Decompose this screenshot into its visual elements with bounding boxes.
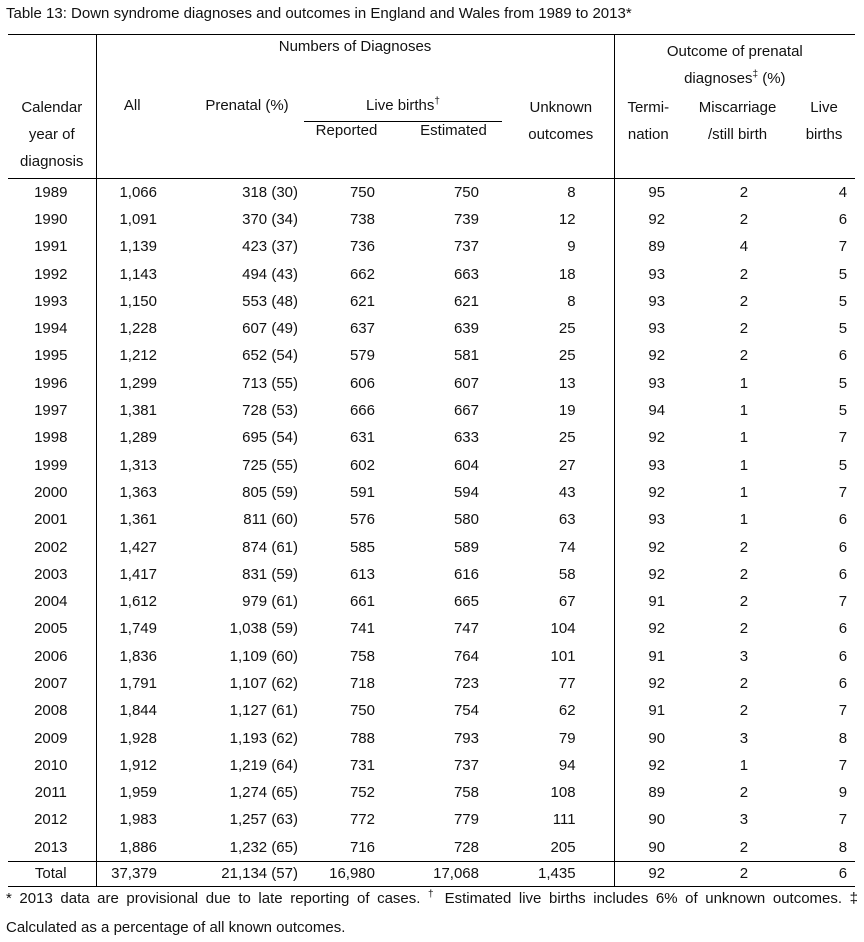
cell-termination: 92 xyxy=(614,861,682,886)
cell-live-estimated: 793 xyxy=(453,729,479,747)
cell-unknown: 13 xyxy=(558,374,576,392)
outcome-header-pct: (%) xyxy=(758,70,786,87)
cell-prenatal: 979 (61) xyxy=(242,593,298,611)
termination-header-line2: nation xyxy=(627,126,669,143)
cell-miscarriage: 2 xyxy=(739,320,749,338)
cell-live-estimated: 728 xyxy=(453,838,479,856)
cell-all: 1,363 xyxy=(96,479,180,506)
cell-year: 1989 xyxy=(8,178,96,206)
cell-live-reported: 666 xyxy=(349,402,375,420)
cell-live-estimated: 723 xyxy=(453,674,479,692)
cell-year: 1991 xyxy=(34,238,68,256)
reported-header: Reported xyxy=(315,122,378,139)
cell-termination: 92 xyxy=(614,670,682,697)
header-blank-cell xyxy=(8,35,96,93)
estimated-header: Estimated xyxy=(420,122,487,139)
cell-live-estimated: 581 xyxy=(453,347,479,365)
cell-unknown: 27 xyxy=(558,456,576,474)
cell-live-births: 5 xyxy=(838,265,848,283)
cell-unknown: 58 xyxy=(558,565,576,583)
cell-live-reported: 750 xyxy=(349,702,375,720)
cell-live-births: 7 xyxy=(838,811,848,829)
cell-miscarriage: 1 xyxy=(739,511,749,529)
table-row xyxy=(8,752,855,779)
cell-prenatal: 1,038 (59) xyxy=(229,620,298,638)
cell-live-estimated: 633 xyxy=(453,429,479,447)
cell-prenatal: 811 (60) xyxy=(243,511,298,529)
cell-miscarriage: 1 xyxy=(739,456,749,474)
cell-live-reported: 637 xyxy=(349,320,375,338)
cell-termination: 93 xyxy=(614,260,682,287)
cell-all: 1,313 xyxy=(96,451,180,478)
cell-year: 1990 xyxy=(34,210,68,228)
cell-miscarriage: 3 xyxy=(739,647,749,665)
cell-live-reported: 591 xyxy=(349,483,375,501)
cell-miscarriage: 1 xyxy=(739,756,749,774)
table-row xyxy=(8,479,855,506)
cell-termination: 89 xyxy=(614,233,682,260)
cell-live-births: 7 xyxy=(838,238,848,256)
cell-all: 1,612 xyxy=(96,588,180,615)
cell-termination: 93 xyxy=(614,370,682,397)
prenatal-header: Prenatal (%) xyxy=(205,97,289,114)
cell-all: 1,228 xyxy=(96,315,180,342)
cell-unknown: 67 xyxy=(558,593,576,611)
total-row xyxy=(8,861,855,886)
cell-prenatal: 728 (53) xyxy=(242,402,298,420)
table-row xyxy=(8,779,855,806)
cell-all: 1,886 xyxy=(96,834,180,862)
cell-prenatal: 713 (55) xyxy=(242,374,298,392)
cell-live-estimated: 639 xyxy=(453,320,479,338)
cell-miscarriage: 2 xyxy=(739,210,749,228)
cell-live-reported: 16,980 xyxy=(302,861,391,886)
cell-unknown: 104 xyxy=(550,620,576,638)
cell-all: 1,791 xyxy=(96,670,180,697)
cell-miscarriage: 2 xyxy=(739,702,749,720)
unknown-header-line1: Unknown xyxy=(529,99,593,116)
cell-live-estimated: 667 xyxy=(453,402,479,420)
cell-year: Total xyxy=(8,861,96,886)
live-births-outcome-line1: Live xyxy=(810,99,838,116)
cell-year: 2009 xyxy=(34,729,68,747)
cell-live-reported: 788 xyxy=(349,729,375,747)
table-row xyxy=(8,643,855,670)
cell-miscarriage: 2 xyxy=(739,347,749,365)
cell-live-estimated: 764 xyxy=(453,647,479,665)
cell-unknown: 8 xyxy=(508,178,614,206)
cell-live-reported: 662 xyxy=(349,265,375,283)
cell-prenatal: 1,127 (61) xyxy=(229,702,298,720)
cell-miscarriage: 2 xyxy=(739,593,749,611)
cell-all: 1,289 xyxy=(96,424,180,451)
cell-all: 1,150 xyxy=(96,288,180,315)
cell-prenatal: 318 (30) xyxy=(180,178,302,206)
cell-all: 1,066 xyxy=(96,178,180,206)
cell-live-estimated: 665 xyxy=(453,593,479,611)
outcome-header-line1: Outcome of prenatal xyxy=(666,43,803,60)
live-births-header-group xyxy=(304,97,502,122)
cell-live-estimated: 594 xyxy=(453,483,479,501)
cell-live-reported: 606 xyxy=(349,374,375,392)
cell-prenatal: 1,232 (65) xyxy=(229,838,298,856)
live-births-header xyxy=(302,92,508,122)
cell-live-births: 9 xyxy=(838,784,848,802)
cell-live-births: 6 xyxy=(838,674,848,692)
cell-miscarriage: 1 xyxy=(739,429,749,447)
miscarriage-header-line2: /still birth xyxy=(707,126,768,143)
table-row xyxy=(8,834,855,862)
cell-year: 1995 xyxy=(34,347,68,365)
cell-live-reported: 576 xyxy=(349,511,375,529)
miscarriage-header-line1: Miscarriage xyxy=(698,99,777,116)
cell-live-estimated: 604 xyxy=(453,456,479,474)
cell-miscarriage: 2 xyxy=(739,838,749,856)
cell-unknown: 25 xyxy=(558,347,576,365)
cell-prenatal: 695 (54) xyxy=(242,429,298,447)
live-births-outcome-header xyxy=(793,92,855,178)
numbers-of-diagnoses-label: Numbers of Diagnoses xyxy=(278,38,432,55)
cell-live-estimated: 754 xyxy=(453,702,479,720)
cell-year: 2006 xyxy=(34,647,68,665)
cell-miscarriage: 2 xyxy=(682,178,793,206)
cell-unknown: 108 xyxy=(550,784,576,802)
cell-live-births: 5 xyxy=(838,374,848,392)
cell-prenatal: 1,274 (65) xyxy=(229,784,298,802)
cell-live-estimated: 739 xyxy=(453,210,479,228)
cell-miscarriage: 2 xyxy=(682,861,793,886)
cell-miscarriage: 3 xyxy=(739,811,749,829)
cell-live-estimated: 750 xyxy=(391,178,508,206)
table-row xyxy=(8,233,855,260)
cell-live-reported: 758 xyxy=(349,647,375,665)
dagger-mark: † xyxy=(434,96,440,107)
cell-termination: 90 xyxy=(614,806,682,833)
cell-all: 37,379 xyxy=(96,861,180,886)
unknown-outcomes-header xyxy=(508,92,614,178)
cell-unknown: 77 xyxy=(558,674,576,692)
cell-live-reported: 621 xyxy=(349,292,375,310)
cell-termination: 89 xyxy=(614,779,682,806)
cell-prenatal: 370 (34) xyxy=(242,210,298,228)
cell-unknown: 205 xyxy=(550,838,576,856)
cell-unknown: 74 xyxy=(558,538,576,556)
cell-all: 1,361 xyxy=(96,506,180,533)
cell-year: 2012 xyxy=(34,811,68,829)
cell-all: 1,928 xyxy=(96,724,180,751)
cell-live-births: 8 xyxy=(838,838,848,856)
cell-miscarriage: 2 xyxy=(739,784,749,802)
cell-live-reported: 631 xyxy=(349,429,375,447)
outcome-header xyxy=(614,35,855,93)
cell-all: 1,836 xyxy=(96,643,180,670)
cell-unknown: 9 xyxy=(567,238,576,256)
cell-miscarriage: 3 xyxy=(739,729,749,747)
cell-unknown: 79 xyxy=(558,729,576,747)
cell-year: 2000 xyxy=(34,483,68,501)
table-row xyxy=(8,806,855,833)
cell-live-reported: 718 xyxy=(349,674,375,692)
cell-unknown: 111 xyxy=(552,811,576,829)
cell-live-births: 6 xyxy=(838,210,848,228)
table-row xyxy=(8,506,855,533)
cell-live-births: 6 xyxy=(838,538,848,556)
live-births-outcome-line2: births xyxy=(805,126,843,143)
cell-year: 1998 xyxy=(34,429,68,447)
cell-live-births: 6 xyxy=(838,620,848,638)
outcome-header-line2: diagnoses xyxy=(684,70,753,87)
cell-live-estimated: 17,068 xyxy=(391,861,508,886)
unknown-header-line2: outcomes xyxy=(528,126,594,143)
table-caption: Table 13: Down syndrome diagnoses and outcomes in England and Wales from 1989 to 2013* xyxy=(6,5,632,22)
cell-live-estimated: 663 xyxy=(453,265,479,283)
cell-prenatal: 21,134 (57) xyxy=(180,861,302,886)
cell-year: 2005 xyxy=(34,620,68,638)
cell-prenatal: 1,109 (60) xyxy=(229,647,298,665)
cell-live-estimated: 589 xyxy=(453,538,479,556)
cell-live-births: 5 xyxy=(838,320,848,338)
cell-miscarriage: 2 xyxy=(739,565,749,583)
cell-all: 1,427 xyxy=(96,533,180,560)
cell-all: 1,959 xyxy=(96,779,180,806)
numbers-of-diagnoses-header xyxy=(96,35,614,93)
table-row xyxy=(8,288,855,315)
cell-termination: 92 xyxy=(614,533,682,560)
table-row xyxy=(8,370,855,397)
cell-prenatal: 1,107 (62) xyxy=(229,674,298,692)
cell-termination: 92 xyxy=(614,561,682,588)
cell-unknown: 19 xyxy=(558,402,576,420)
termination-header-line1: Termi- xyxy=(627,99,670,116)
cell-live-births: 7 xyxy=(838,429,848,447)
cell-unknown: 1,435 xyxy=(508,861,614,886)
cell-prenatal: 652 (54) xyxy=(242,347,298,365)
cell-termination: 91 xyxy=(614,643,682,670)
table-row xyxy=(8,533,855,560)
cell-live-estimated: 616 xyxy=(453,565,479,583)
cell-all: 1,417 xyxy=(96,561,180,588)
table-row xyxy=(8,724,855,751)
cell-live-reported: 613 xyxy=(349,565,375,583)
cell-year: 2011 xyxy=(34,784,67,802)
cell-live-births: 6 xyxy=(838,511,848,529)
table-row xyxy=(8,588,855,615)
cell-year: 2001 xyxy=(34,511,68,529)
cell-termination: 93 xyxy=(614,315,682,342)
cell-termination: 92 xyxy=(614,424,682,451)
cell-live-births: 8 xyxy=(838,729,848,747)
cell-live-reported: 579 xyxy=(349,347,375,365)
cell-live-reported: 772 xyxy=(349,811,375,829)
cell-year: 1993 xyxy=(34,292,68,310)
cell-all: 1,381 xyxy=(96,397,180,424)
diagnoses-table xyxy=(8,34,855,887)
cell-miscarriage: 4 xyxy=(739,238,749,256)
table-body xyxy=(8,178,855,861)
cell-unknown: 43 xyxy=(558,483,576,501)
cell-unknown: 25 xyxy=(558,320,576,338)
year-header xyxy=(8,92,96,178)
cell-termination: 92 xyxy=(614,615,682,642)
cell-termination: 93 xyxy=(614,506,682,533)
live-births-label: Live births xyxy=(366,97,435,114)
cell-year: 2007 xyxy=(34,674,68,692)
cell-miscarriage: 2 xyxy=(739,674,749,692)
cell-termination: 91 xyxy=(614,588,682,615)
table-row xyxy=(8,206,855,233)
cell-all: 1,139 xyxy=(96,233,180,260)
year-header-line3: diagnosis xyxy=(20,153,84,170)
table-row xyxy=(8,424,855,451)
footnote xyxy=(6,884,858,942)
cell-live-reported: 741 xyxy=(349,620,375,638)
cell-year: 2013 xyxy=(34,838,68,856)
cell-live-births: 7 xyxy=(838,483,848,501)
table-row xyxy=(8,451,855,478)
cell-year: 1999 xyxy=(34,456,68,474)
all-header: All xyxy=(96,92,180,178)
cell-miscarriage: 2 xyxy=(739,620,749,638)
cell-prenatal: 725 (55) xyxy=(242,456,298,474)
table-row xyxy=(8,342,855,369)
cell-live-reported: 736 xyxy=(349,238,375,256)
cell-miscarriage: 1 xyxy=(739,483,749,501)
cell-live-births: 6 xyxy=(838,647,848,665)
cell-all: 1,091 xyxy=(96,206,180,233)
cell-miscarriage: 1 xyxy=(739,402,749,420)
cell-live-estimated: 621 xyxy=(453,292,479,310)
cell-live-reported: 716 xyxy=(349,838,375,856)
cell-termination: 94 xyxy=(614,397,682,424)
cell-year: 2008 xyxy=(34,702,68,720)
cell-all: 1,299 xyxy=(96,370,180,397)
cell-live-reported: 585 xyxy=(349,538,375,556)
cell-prenatal: 1,219 (64) xyxy=(229,756,298,774)
cell-live-estimated: 737 xyxy=(453,238,479,256)
cell-live-reported: 752 xyxy=(349,784,375,802)
table-row xyxy=(8,260,855,287)
cell-prenatal: 1,193 (62) xyxy=(229,729,298,747)
cell-termination: 92 xyxy=(614,752,682,779)
cell-live-estimated: 747 xyxy=(453,620,479,638)
cell-live-estimated: 779 xyxy=(453,811,479,829)
cell-live-births: 6 xyxy=(838,347,848,365)
cell-all: 1,143 xyxy=(96,260,180,287)
cell-prenatal: 1,257 (63) xyxy=(229,811,298,829)
cell-prenatal: 874 (61) xyxy=(242,538,298,556)
cell-unknown: 12 xyxy=(558,210,576,228)
cell-unknown: 62 xyxy=(558,702,576,720)
cell-year: 1994 xyxy=(34,320,68,338)
cell-all: 1,912 xyxy=(96,752,180,779)
cell-miscarriage: 2 xyxy=(739,265,749,283)
cell-unknown: 25 xyxy=(558,429,576,447)
cell-all: 1,844 xyxy=(96,697,180,724)
footnote-text-2: Estimated live births includes 6% of unknown outcomes. ‡ Calculated as a percentage of all known outcomes. xyxy=(6,890,858,936)
cell-termination: 90 xyxy=(614,834,682,862)
double-dagger-mark: ‡ xyxy=(752,69,759,80)
cell-termination: 90 xyxy=(614,724,682,751)
cell-live-births: 5 xyxy=(838,456,848,474)
cell-live-births: 7 xyxy=(838,756,848,774)
cell-live-births: 5 xyxy=(838,292,848,310)
cell-prenatal: 831 (59) xyxy=(242,565,298,583)
year-header-line2: year of xyxy=(28,126,75,143)
cell-all: 1,212 xyxy=(96,342,180,369)
cell-live-reported: 661 xyxy=(349,593,375,611)
cell-live-births: 5 xyxy=(838,402,848,420)
cell-live-births: 7 xyxy=(838,702,848,720)
cell-miscarriage: 2 xyxy=(739,292,749,310)
cell-unknown: 63 xyxy=(558,511,576,529)
cell-unknown: 94 xyxy=(558,756,576,774)
cell-miscarriage: 1 xyxy=(739,374,749,392)
footnote-dagger: † xyxy=(428,889,438,900)
termination-header xyxy=(614,92,682,178)
cell-live-reported: 731 xyxy=(349,756,375,774)
table-row xyxy=(8,615,855,642)
cell-unknown: 8 xyxy=(567,292,576,310)
table-row xyxy=(8,397,855,424)
cell-termination: 93 xyxy=(614,288,682,315)
footnote-text-1: * 2013 data are provisional due to late reporting of cases. xyxy=(6,890,429,907)
cell-termination: 95 xyxy=(614,178,682,206)
cell-year: 2004 xyxy=(34,593,68,611)
cell-live-reported: 738 xyxy=(349,210,375,228)
cell-live-reported: 602 xyxy=(349,456,375,474)
cell-termination: 92 xyxy=(614,342,682,369)
cell-prenatal: 553 (48) xyxy=(242,292,298,310)
cell-live-births: 4 xyxy=(793,178,855,206)
cell-termination: 92 xyxy=(614,479,682,506)
cell-prenatal: 423 (37) xyxy=(242,238,298,256)
cell-year: 2002 xyxy=(34,538,68,556)
cell-live-estimated: 580 xyxy=(453,511,479,529)
cell-live-births: 7 xyxy=(838,593,848,611)
cell-live-births: 6 xyxy=(838,565,848,583)
cell-year: 1996 xyxy=(34,374,68,392)
cell-miscarriage: 2 xyxy=(739,538,749,556)
cell-prenatal: 607 (49) xyxy=(242,320,298,338)
cell-year: 1992 xyxy=(34,265,68,283)
cell-prenatal: 805 (59) xyxy=(242,483,298,501)
cell-prenatal: 494 (43) xyxy=(242,265,298,283)
table-row xyxy=(8,697,855,724)
cell-year: 2010 xyxy=(34,756,68,774)
cell-termination: 92 xyxy=(614,206,682,233)
cell-live-births: 6 xyxy=(793,861,855,886)
table-row xyxy=(8,178,855,206)
table-row xyxy=(8,561,855,588)
cell-live-reported: 750 xyxy=(302,178,391,206)
cell-year: 2003 xyxy=(34,565,68,583)
cell-live-estimated: 607 xyxy=(453,374,479,392)
cell-unknown: 101 xyxy=(550,647,576,665)
cell-year: 1997 xyxy=(34,402,68,420)
cell-termination: 91 xyxy=(614,697,682,724)
cell-all: 1,749 xyxy=(96,615,180,642)
cell-live-estimated: 758 xyxy=(453,784,479,802)
cell-unknown: 18 xyxy=(558,265,576,283)
cell-all: 1,983 xyxy=(96,806,180,833)
miscarriage-header xyxy=(682,92,793,178)
table-row xyxy=(8,670,855,697)
cell-termination: 93 xyxy=(614,451,682,478)
cell-live-estimated: 737 xyxy=(453,756,479,774)
year-header-line1: Calendar xyxy=(21,99,83,116)
table-row xyxy=(8,315,855,342)
